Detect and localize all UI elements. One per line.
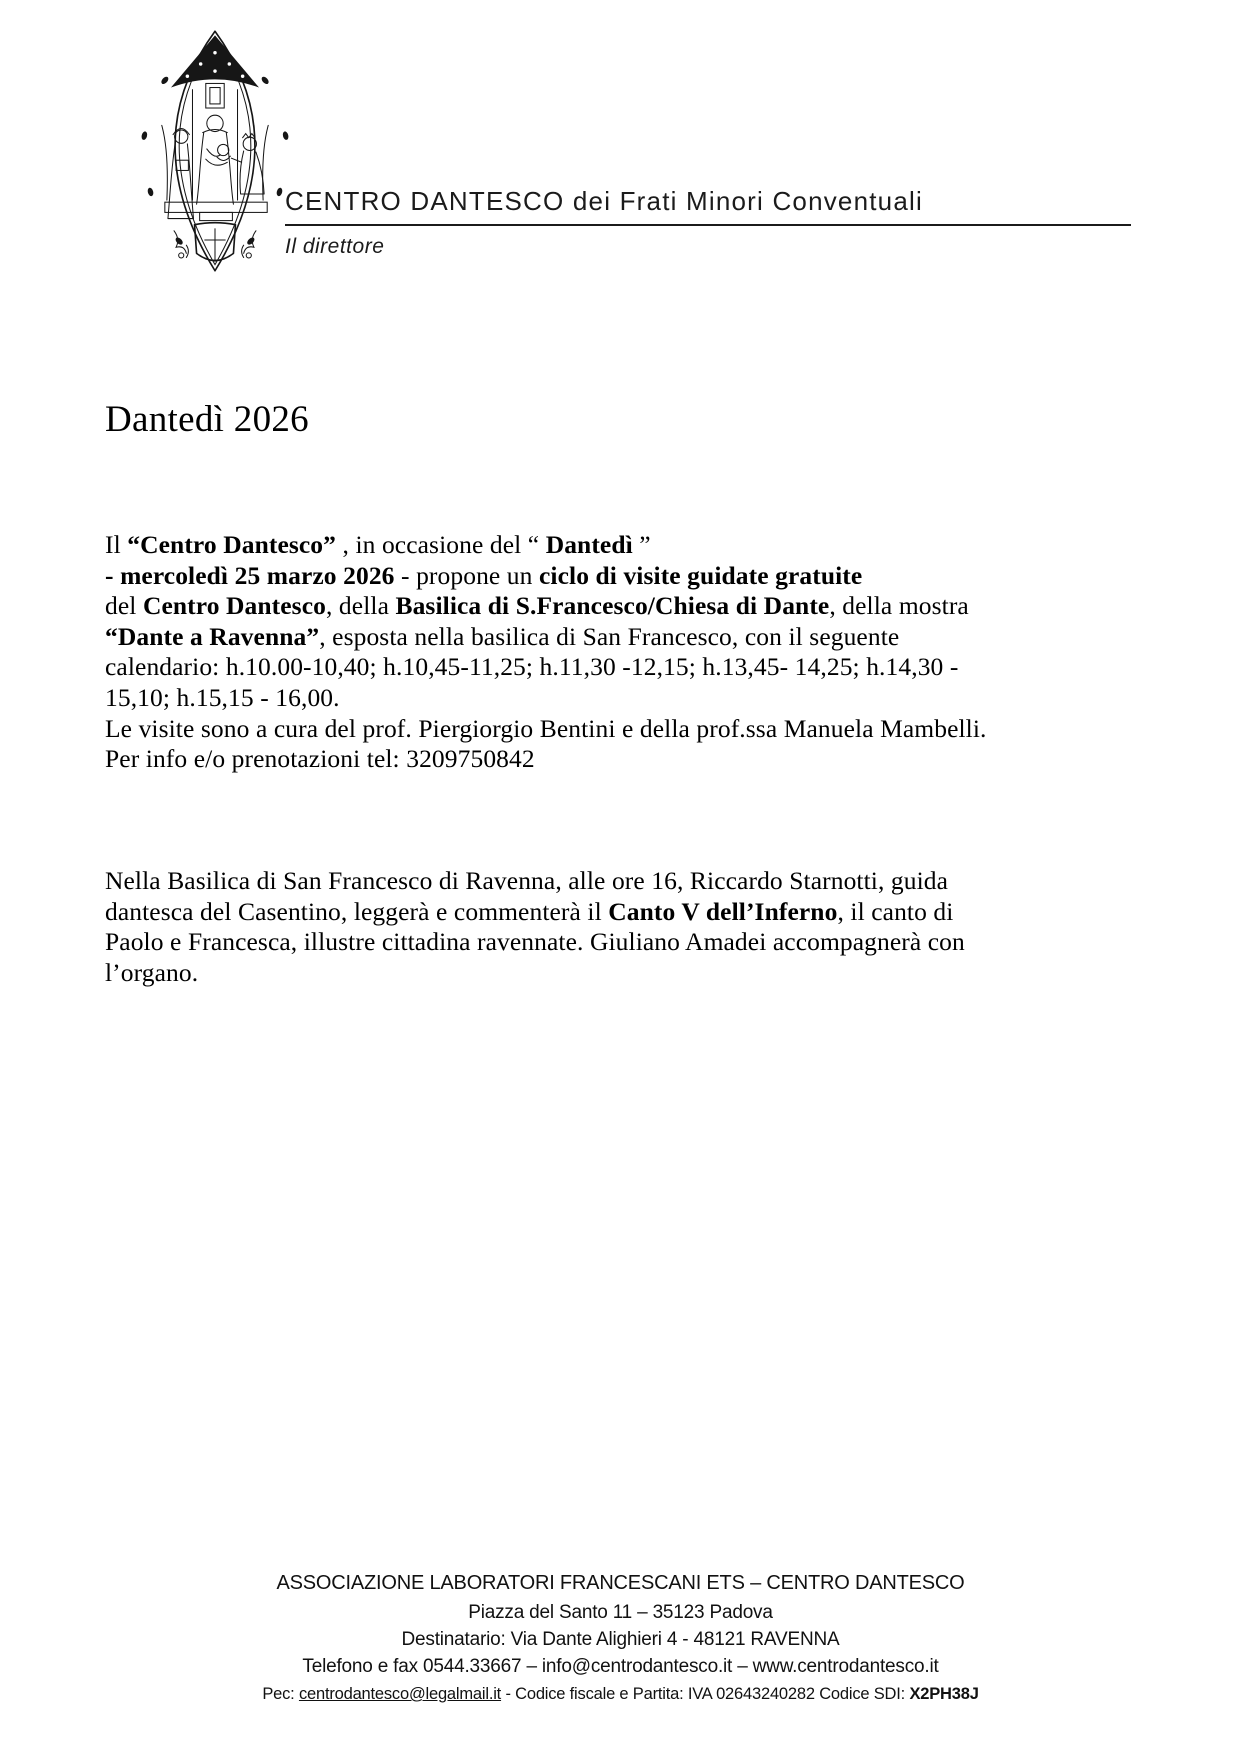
text-run: Canto V dell’Inferno: [608, 896, 838, 926]
document-title: Dantedì 2026: [105, 399, 309, 440]
text-run: , in occasione del “: [336, 530, 546, 559]
text-run: - Codice fiscale e Partita: IVA 02643240282 Codice SDI:: [501, 1685, 910, 1703]
text-run: Paolo e Francesca, illustre cittadina ravennate. Giuliano Amadei accompagnerà con: [105, 927, 965, 957]
paragraph-guided-visits: [105, 530, 987, 775]
text-run: - propone un: [394, 560, 539, 590]
text-run: Basilica di S.Francesco/Chiesa di Dante: [395, 591, 830, 621]
text-run: X2PH38J: [909, 1685, 979, 1703]
text-run: Pec:: [262, 1685, 299, 1703]
footer-contacts: Telefono e fax 0544.33667 – info@centrodantesco.it – www.centrodantesco.it: [302, 1656, 939, 1677]
letter-footer: [0, 1572, 1241, 1704]
director-label: Il direttore: [285, 235, 385, 258]
text-run: , il canto di: [837, 896, 954, 926]
text-run: del: [105, 591, 143, 621]
text-run: Dantedì: [545, 530, 633, 559]
org-title: CENTRO DANTESCO dei Frati Minori Conventuali: [285, 186, 1131, 226]
pec-email-link[interactable]: centrodantesco@legalmail.it: [298, 1685, 502, 1703]
text-run: , della: [325, 591, 396, 621]
centro-dantesco-seal-logo: [128, 28, 302, 274]
footer-address: Piazza del Santo 11 – 35123 Padova: [468, 1602, 773, 1623]
text-run: ciclo di visite guidate gratuite: [538, 560, 863, 590]
text-run: “Dante a Ravenna”: [105, 621, 320, 651]
text-run: , esposta nella basilica di San Francesco, con il seguente: [319, 621, 900, 651]
text-run: 15,10; h.15,15 - 16,00.: [105, 682, 340, 712]
footer-recipient: Destinatario: Via Dante Alighieri 4 - 48121 RAVENNA: [401, 1629, 840, 1650]
footer-association: ASSOCIAZIONE LABORATORI FRANCESCANI ETS – CENTRO DANTESCO: [276, 1572, 965, 1594]
text-run: calendario: h.10.00-10,40; h.10,45-11,25; h.11,30 -12,15; h.13,45- 14,25; h.14,30 -: [105, 652, 959, 682]
letterhead: [285, 186, 1131, 259]
text-run: Per info e/o prenotazioni tel: 3209750842: [105, 744, 535, 774]
paragraph-canto-reading: [105, 866, 965, 988]
text-run: Il: [105, 530, 128, 559]
text-run: “Centro Dantesco”: [127, 530, 337, 559]
text-run: Nella Basilica di San Francesco di Ravenna, alle ore 16, Riccardo Starnotti, guida: [105, 866, 949, 895]
text-run: Le visite sono a cura del prof. Piergiorgio Bentini e della prof.ssa Manuela Mambelli.: [105, 713, 987, 743]
text-run: ”: [632, 530, 651, 559]
text-run: dantesca del Casentino, leggerà e commenterà il: [105, 896, 609, 926]
text-run: , della mostra: [829, 591, 969, 621]
text-run: Centro Dantesco: [142, 591, 326, 621]
text-run: l’organo.: [105, 957, 199, 987]
footer-pec-fiscal: [0, 1685, 1241, 1704]
text-run: - mercoledì 25 marzo 2026: [105, 560, 395, 590]
